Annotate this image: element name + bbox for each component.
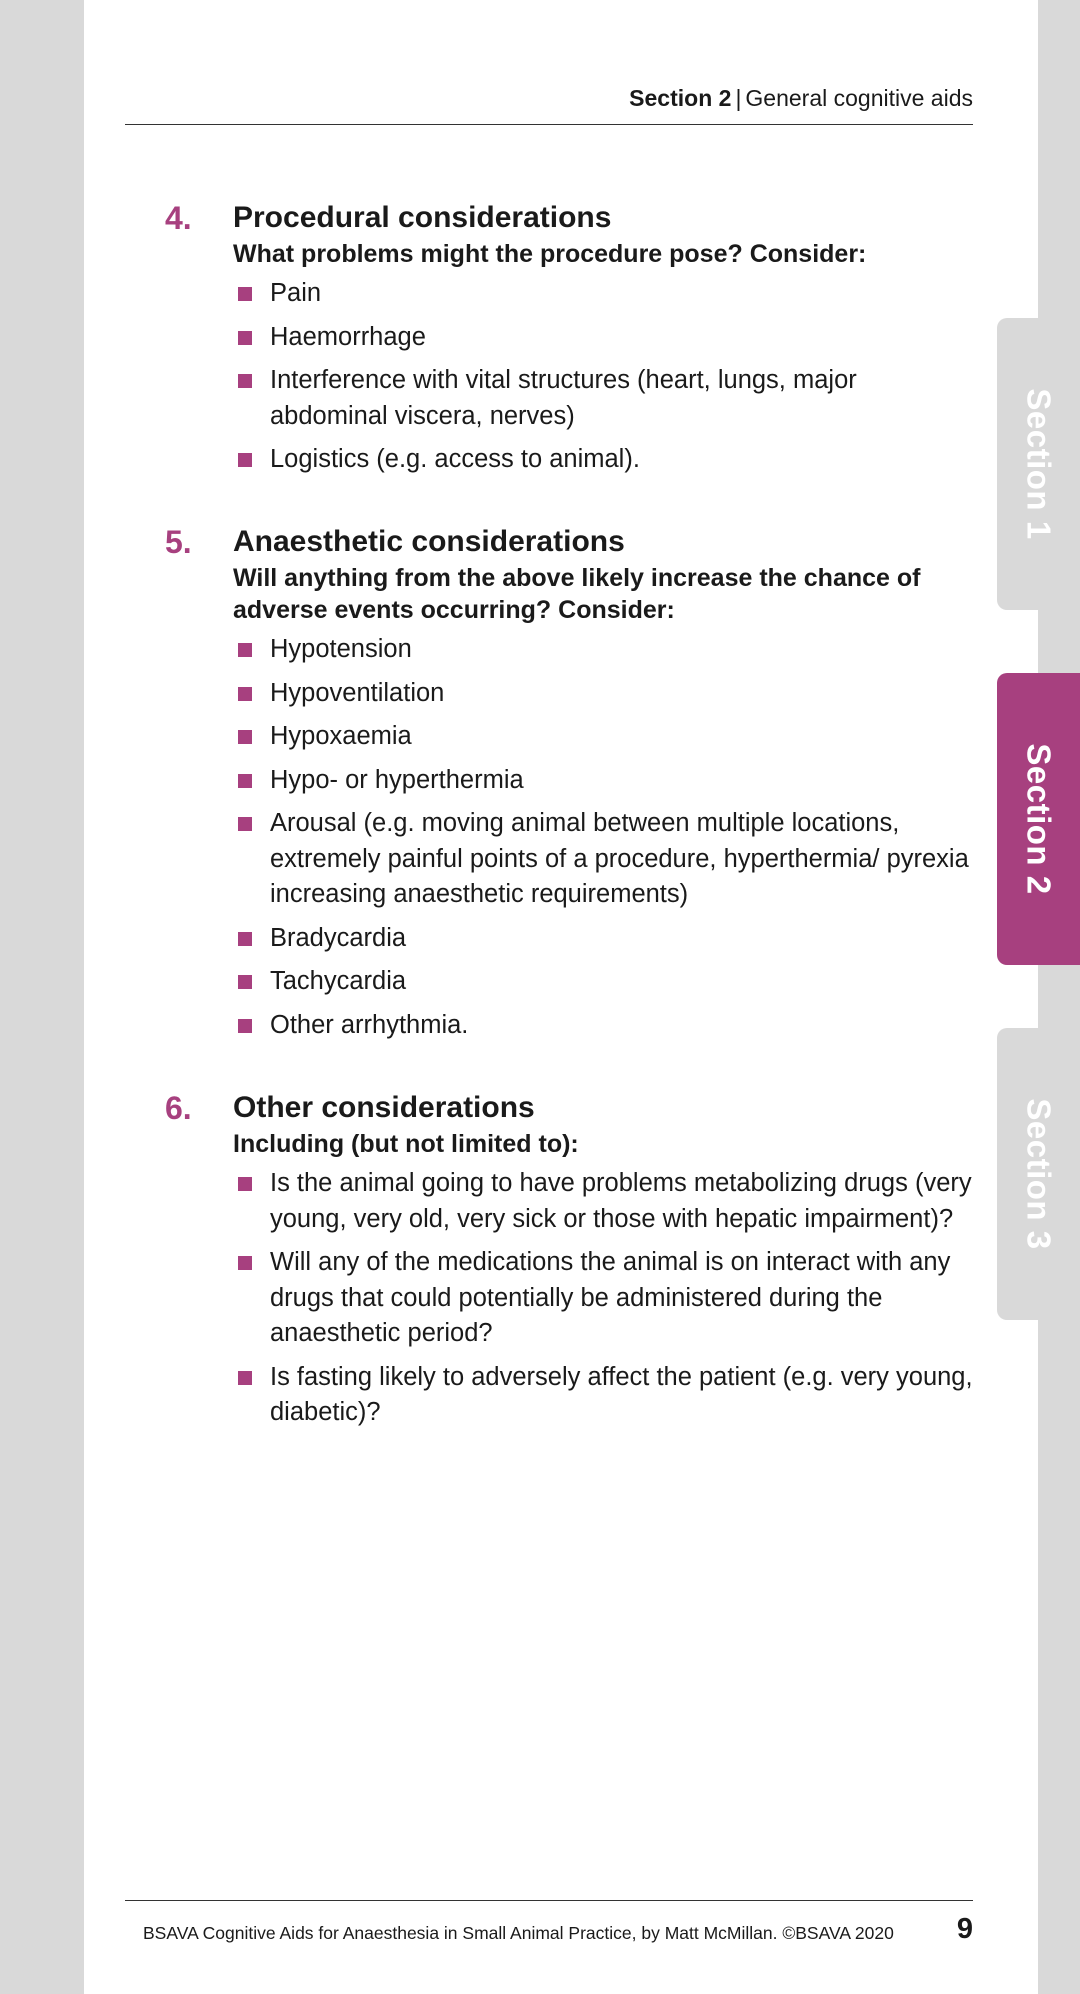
- list-item-text: Hypoxaemia: [270, 722, 412, 750]
- list-item: [233, 676, 978, 712]
- tab-section-3[interactable]: [997, 1028, 1080, 1320]
- list-item: [233, 442, 978, 478]
- list-item: [233, 632, 978, 668]
- list-item: [233, 763, 978, 799]
- list-item-text: Hypotension: [270, 635, 412, 663]
- list-item: [233, 276, 978, 312]
- list-item: [233, 320, 978, 356]
- list-item-text: Will any of the medications the animal is on interact with any drugs that could potentially be administered during the anaesthetic period?: [270, 1248, 951, 1347]
- square-bullet-icon: [238, 331, 252, 345]
- list-item-text: Hypoventilation: [270, 678, 445, 707]
- list-item-text: Pain: [270, 279, 322, 307]
- list-item: [233, 1245, 978, 1352]
- list-item-text: Tachycardia: [270, 967, 407, 995]
- running-header: [125, 82, 973, 125]
- tab-label: Section 2: [1020, 743, 1058, 895]
- list-item-text: Is fasting likely to adversely affect the patient (e.g. very young, diabetic)?: [270, 1362, 973, 1426]
- header-section-title: General cognitive aids: [745, 85, 973, 111]
- square-bullet-icon: [238, 374, 252, 388]
- list-item-text: Interference with vital structures (heart, lungs, major abdominal viscera, nerves): [270, 366, 857, 430]
- list-item-text: Hypo- or hyperthermia: [270, 765, 524, 794]
- square-bullet-icon: [238, 932, 252, 946]
- section-subtitle: Will anything from the above likely increase the chance of adverse events occurring? Consider:: [233, 564, 921, 624]
- square-bullet-icon: [238, 1177, 252, 1191]
- list-item: [233, 719, 978, 755]
- section-title: Other considerations: [233, 1091, 535, 1124]
- header-section-label: Section 2: [629, 85, 732, 111]
- square-bullet-icon: [238, 1371, 252, 1385]
- list-item: [233, 1166, 978, 1237]
- list-item-text: Bradycardia: [270, 923, 407, 952]
- square-bullet-icon: [238, 774, 252, 788]
- footer-citation: BSAVA Cognitive Aids for Anaesthesia in Small Animal Practice, by Matt McMillan. ©BSAVA 2020: [143, 1923, 894, 1943]
- list-item: [233, 806, 978, 913]
- square-bullet-icon: [238, 1019, 252, 1033]
- list-item: [233, 921, 978, 957]
- list-item: [233, 964, 978, 1000]
- section-number: 6.: [165, 1090, 192, 1126]
- square-bullet-icon: [238, 817, 252, 831]
- section-number: 5.: [165, 524, 192, 560]
- tab-label: Section 3: [1020, 1098, 1058, 1250]
- list-item-text: Other arrhythmia.: [270, 1010, 469, 1039]
- list-item: [233, 1360, 978, 1431]
- item-list: [233, 276, 978, 478]
- page-footer: [125, 1900, 973, 1945]
- square-bullet-icon: [238, 975, 252, 989]
- section-title: Procedural considerations: [233, 201, 612, 234]
- header-separator: |: [735, 85, 742, 111]
- tab-section-2[interactable]: [997, 673, 1080, 965]
- square-bullet-icon: [238, 453, 252, 467]
- section-subtitle: What problems might the procedure pose? Consider:: [233, 240, 867, 268]
- section-subtitle: Including (but not limited to):: [233, 1130, 579, 1158]
- tab-section-1[interactable]: [997, 318, 1080, 610]
- tab-label: Section 1: [1020, 388, 1058, 540]
- list-item: [233, 1008, 978, 1044]
- list-item-text: Arousal (e.g. moving animal between multiple locations, extremely painful points of a procedure, hyperthermia/ pyrexia increasing anaesthetic requirements): [270, 809, 969, 908]
- page-number: 9: [956, 1913, 973, 1945]
- square-bullet-icon: [238, 687, 252, 701]
- section-title: Anaesthetic considerations: [233, 525, 625, 558]
- square-bullet-icon: [238, 730, 252, 744]
- list-item-text: Haemorrhage: [270, 322, 426, 351]
- square-bullet-icon: [238, 1256, 252, 1270]
- list-item-text: Is the animal going to have problems metabolizing drugs (very young, very old, very sick or those with hepatic impairment)?: [270, 1169, 972, 1233]
- list-item-text: Logistics (e.g. access to animal).: [270, 445, 640, 473]
- square-bullet-icon: [238, 287, 252, 301]
- square-bullet-icon: [238, 643, 252, 657]
- item-list: [233, 1166, 978, 1431]
- list-item: [233, 363, 978, 434]
- item-list: [233, 632, 978, 1043]
- section-number: 4.: [165, 200, 192, 236]
